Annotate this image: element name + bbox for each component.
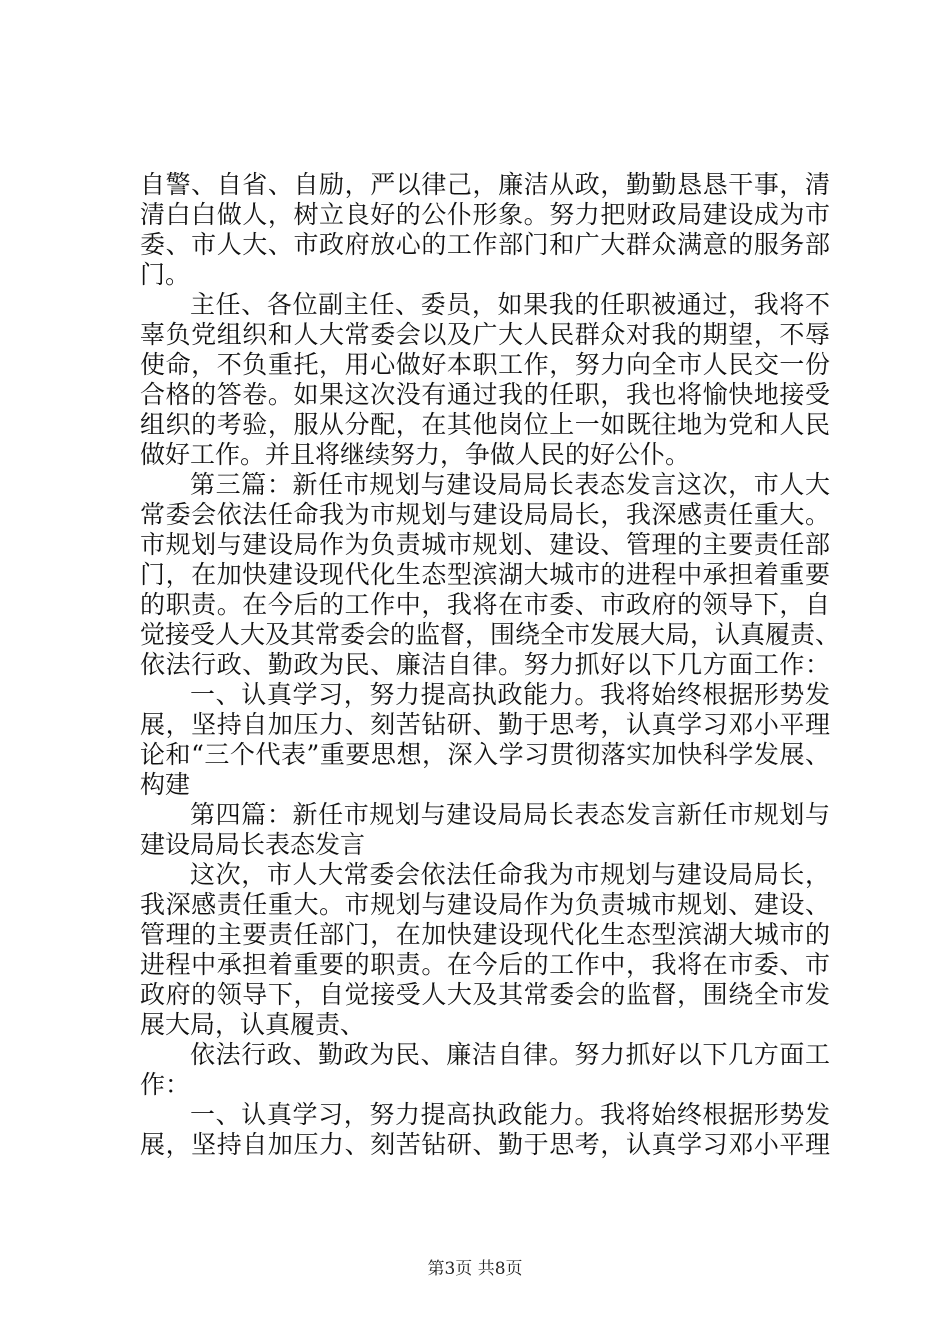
text-line: 委、市人大、市政府放心的工作部门和广大群众满意的服务部	[140, 230, 830, 259]
page-number-footer: 第3页 共8页	[427, 1259, 523, 1279]
text-line: 构建	[140, 770, 191, 799]
text-line: 主任、各位副主任、委员，如果我的任职被通过，我将不	[190, 290, 830, 319]
text-line: 自警、自省、自励，严以律己，廉洁从政，勤勤恳恳干事，清	[140, 170, 830, 199]
text-line: 觉接受人大及其常委会的监督，围绕全市发展大局，认真履责、	[140, 620, 841, 649]
text-line: 我深感责任重大。市规划与建设局作为负责城市规划、建设、	[140, 890, 830, 919]
text-line: 展，坚持自加压力、刻苦钻研、勤于思考，认真学习邓小平理	[140, 1130, 830, 1159]
text-line: 辜负党组织和人大常委会以及广大人民群众对我的期望，不辱	[140, 320, 830, 349]
document-body	[140, 170, 841, 1160]
text-line: 第三篇：新任市规划与建设局局长表态发言这次，市人大	[190, 470, 830, 499]
text-line: 的职责。在今后的工作中，我将在市委、市政府的领导下，自	[140, 590, 830, 619]
text-line: 第四篇：新任市规划与建设局局长表态发言新任市规划与	[190, 800, 830, 829]
text-line: 展大局，认真履责、	[140, 1010, 366, 1039]
text-line: 建设局局长表态发言	[140, 830, 366, 859]
text-line: 清白白做人，树立良好的公仆形象。努力把财政局建设成为市	[140, 200, 830, 229]
text-line: 门。	[140, 260, 191, 289]
text-line: 合格的答卷。如果这次没有通过我的任职，我也将愉快地接受	[140, 380, 830, 409]
text-line: 常委会依法任命我为市规划与建设局局长，我深感责任重大。	[140, 500, 830, 529]
text-line: 作：	[140, 1070, 191, 1099]
text-line: 一、认真学习，努力提高执政能力。我将始终根据形势发	[190, 680, 830, 709]
text-line: 这次，市人大常委会依法任命我为市规划与建设局局长，	[190, 860, 830, 889]
text-line: 门，在加快建设现代化生态型滨湖大城市的进程中承担着重要	[140, 560, 830, 589]
text-line: 做好工作。并且将继续努力，争做人民的好公仆。	[140, 440, 691, 469]
text-line: 依法行政、勤政为民、廉洁自律。努力抓好以下几方面工作：	[140, 650, 830, 679]
text-line: 论和“三个代表”重要思想，深入学习贯彻落实加快科学发展、	[140, 740, 830, 769]
text-line: 政府的领导下，自觉接受人大及其常委会的监督，围绕全市发	[140, 980, 830, 1009]
text-line: 市规划与建设局作为负责城市规划、建设、管理的主要责任部	[140, 530, 830, 559]
text-line: 使命，不负重托，用心做好本职工作，努力向全市人民交一份	[140, 350, 830, 379]
text-line: 一、认真学习，努力提高执政能力。我将始终根据形势发	[190, 1100, 830, 1129]
text-line: 管理的主要责任部门，在加快建设现代化生态型滨湖大城市的	[140, 920, 830, 949]
text-line: 依法行政、勤政为民、廉洁自律。努力抓好以下几方面工	[190, 1040, 830, 1069]
text-line: 展，坚持自加压力、刻苦钻研、勤于思考，认真学习邓小平理	[140, 710, 830, 739]
text-line: 组织的考验，服从分配，在其他岗位上一如既往地为党和人民	[140, 410, 830, 439]
text-line: 进程中承担着重要的职责。在今后的工作中，我将在市委、市	[140, 950, 830, 979]
